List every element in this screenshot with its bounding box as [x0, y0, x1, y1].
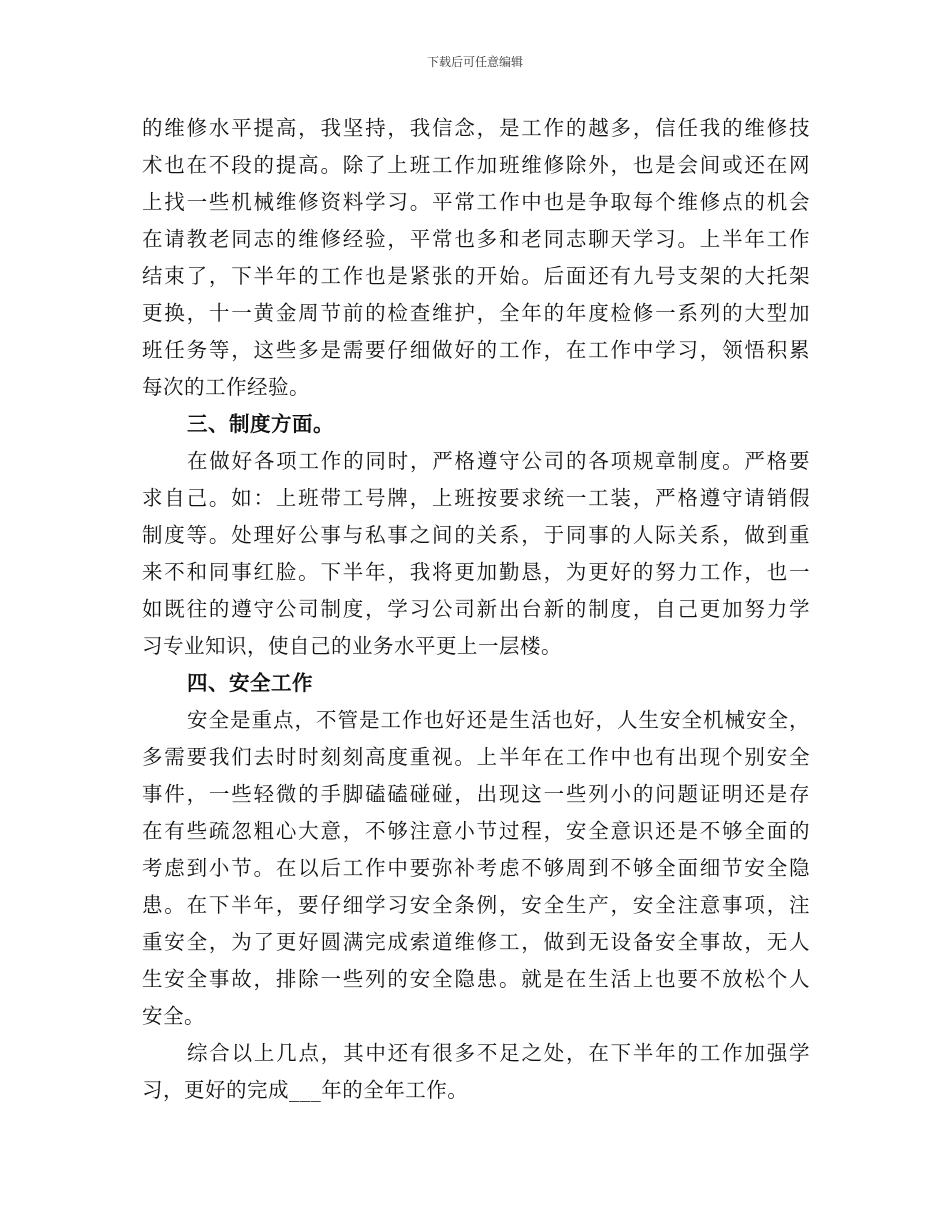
- section-heading-safety: 四、安全工作: [187, 671, 313, 695]
- paragraph-line: 求自己。如：上班带工号牌，上班按要求统一工装，严格遵守请销假: [142, 486, 810, 510]
- paragraph-line: 上找一些机械维修资料学习。平常工作中也是争取每个维修点的机会: [142, 190, 810, 214]
- paragraph-line: 在做好各项工作的同时，严格遵守公司的各项规章制度。严格要: [187, 449, 810, 473]
- paragraph-line: 来不和同事红脸。下半年，我将更加勤恳，为更好的努力工作，也一: [142, 560, 810, 584]
- paragraph-line: 生安全事故，排除一些列的安全隐患。就是在生活上也要不放松个人: [142, 967, 810, 991]
- page-header-note: 下载后可任意编辑: [426, 55, 523, 69]
- paragraph-line: 如既往的遵守公司制度，学习公司新出台新的制度，自己更加努力学: [142, 597, 810, 621]
- paragraph-line: 安全。: [142, 1004, 205, 1028]
- document-body: [142, 110, 810, 1109]
- paragraph-line: 习专业知识，使自己的业务水平更上一层楼。: [142, 634, 562, 658]
- paragraph-line: 安全是重点，不管是工作也好还是生活也好，人生安全机械安全，: [187, 708, 810, 732]
- section-heading-system: 三、制度方面。: [187, 412, 334, 436]
- paragraph-line: 综合以上几点，其中还有很多不足之处，在下半年的工作加强学: [187, 1041, 810, 1065]
- paragraph-line: 制度等。处理好公事与私事之间的关系，于同事的人际关系，做到重: [142, 523, 810, 547]
- paragraph-line: 班任务等，这些多是需要仔细做好的工作，在工作中学习，领悟积累: [142, 338, 810, 362]
- paragraph-line: 习，更好的完成___年的全年工作。: [142, 1078, 469, 1102]
- paragraph-line: 患。在下半年，要仔细学习安全条例，安全生产，安全注意事项，注: [142, 893, 810, 917]
- paragraph-line: 术也在不段的提高。除了上班工作加班维修除外，也是会间或还在网: [142, 153, 810, 177]
- paragraph-line: 在请教老同志的维修经验，平常也多和老同志聊天学习。上半年工作: [142, 227, 810, 251]
- paragraph-line: 的维修水平提高，我坚持，我信念，是工作的越多，信任我的维修技: [142, 116, 810, 140]
- paragraph-line: 重安全，为了更好圆满完成索道维修工，做到无设备安全事故，无人: [142, 930, 810, 954]
- paragraph-line: 在有些疏忽粗心大意，不够注意小节过程，安全意识还是不够全面的: [142, 819, 810, 843]
- paragraph-line: 每次的工作经验。: [142, 375, 310, 399]
- paragraph-line: 更换，十一黄金周节前的检查维护，全年的年度检修一系列的大型加: [142, 301, 810, 325]
- paragraph-line: 事件，一些轻微的手脚磕磕碰碰，出现这一些列小的问题证明还是存: [142, 782, 810, 806]
- paragraph-line: 结束了，下半年的工作也是紧张的开始。后面还有九号支架的大托架: [142, 264, 810, 288]
- paragraph-line: 多需要我们去时时刻刻高度重视。上半年在工作中也有出现个别安全: [142, 745, 810, 769]
- paragraph-line: 考虑到小节。在以后工作中要弥补考虑不够周到不够全面细节安全隐: [142, 856, 810, 880]
